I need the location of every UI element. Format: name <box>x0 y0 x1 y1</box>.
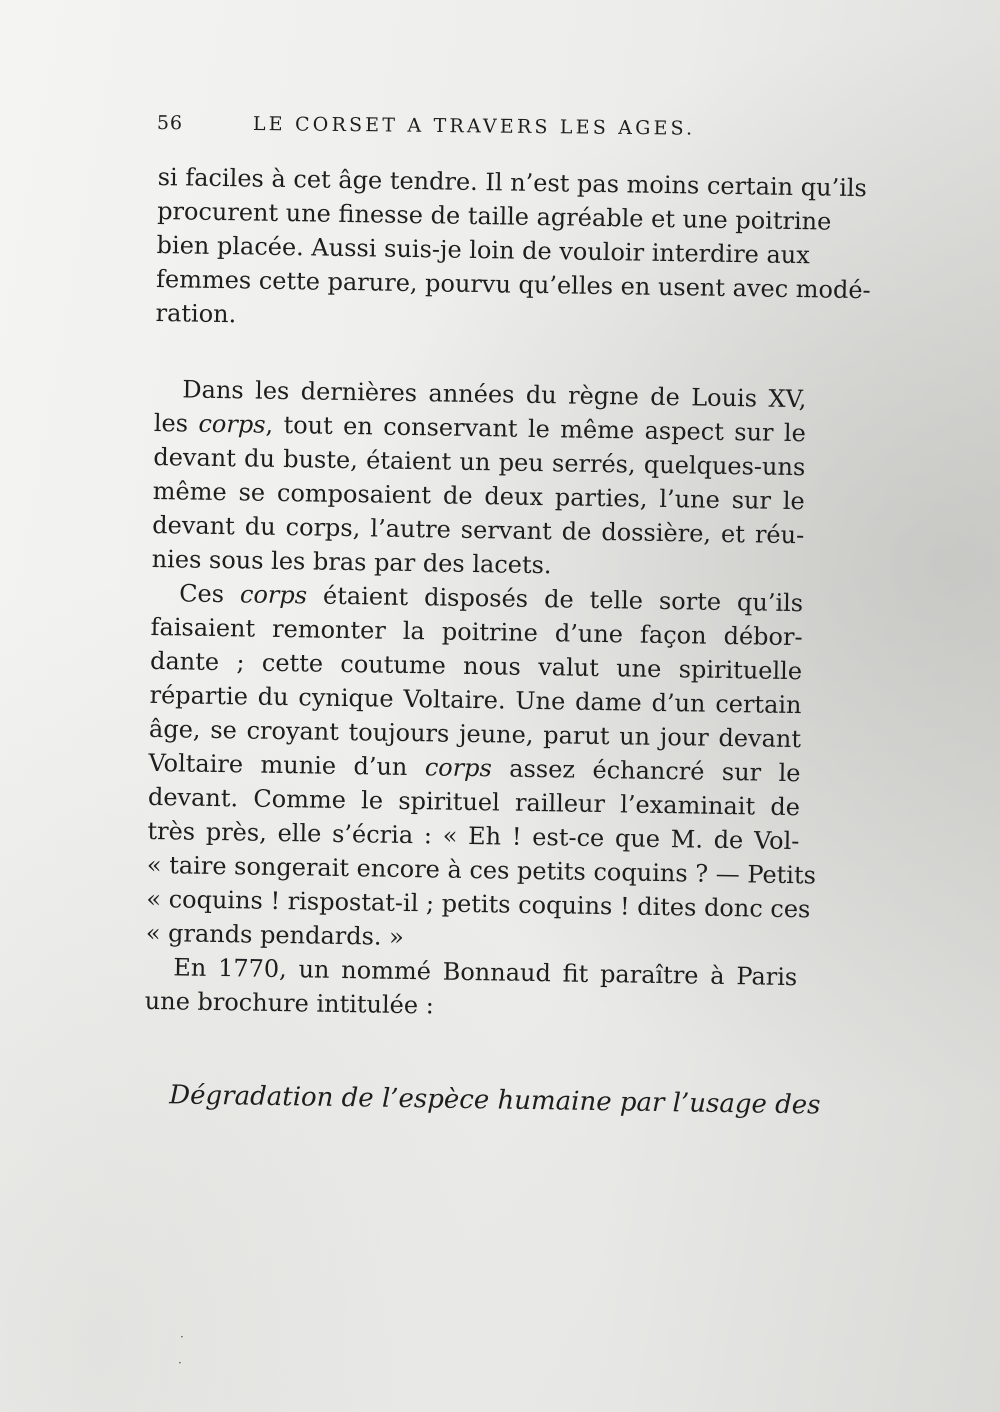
text-run: Voltaire munie d’un <box>148 748 426 782</box>
brochure-title: Dégradation de l’espèce humaine par l’usage des <box>169 1080 821 1121</box>
text-run: Ces <box>178 579 241 609</box>
page-number: 56 <box>156 112 184 135</box>
italic-word: corps <box>198 409 266 439</box>
text-run: , tout en conservant le même aspect sur le <box>265 410 807 448</box>
paragraph-3-line: « coquins ! rispostat-il ; petits coquins ! dites donc ces <box>146 884 811 924</box>
italic-word: corps <box>424 753 493 783</box>
paragraph-1-line: procurent une finesse de taille agréable et une poitrine <box>156 196 832 236</box>
paragraph-3-line: « taire songerait encore à ces petits coquins ? — Petits <box>146 850 817 890</box>
paragraph-3-line: « grands pendards. » <box>145 918 405 951</box>
paragraph-3-line: devant. Comme le spirituel railleur l’examinait de <box>147 782 801 822</box>
italic-word: corps <box>239 580 308 610</box>
paragraph-2-line: même se composaient de deux parties, l’une sur le <box>152 476 805 516</box>
paragraph-3-line: faisaient remonter la poitrine d’une façon débor- <box>150 612 803 652</box>
paragraph-1-line: bien placée. Aussi suis-je loin de vouloir interdire aux <box>156 230 811 270</box>
paper-speck: · <box>178 1356 182 1370</box>
paragraph-1-line: ration. <box>155 298 237 329</box>
paragraph-2-line: devant du buste, étaient un peu serrés, quelques-uns <box>153 442 806 482</box>
paragraph-2-line: Dans les dernières années du règne de Louis XV, <box>182 375 807 414</box>
paragraph-2-line: devant du corps, l’autre servant de dossière, et réu- <box>152 510 805 550</box>
paragraph-3-line: répartie du cynique Voltaire. Une dame d’un certain <box>149 680 802 720</box>
paragraph-2-line: nies sous les bras par des lacets. <box>151 544 552 580</box>
paragraph-3-line: dante ; cette coutume nous valut une spirituelle <box>149 646 803 686</box>
body-text <box>143 160 871 1122</box>
text-run: les <box>153 408 199 438</box>
paragraph-3-line: âge, se croyant toujours jeune, parut un jour devant <box>148 714 802 754</box>
paragraph-4-line: une brochure intitulée : <box>144 986 435 1020</box>
running-title: LE CORSET A TRAVERS LES AGES. <box>252 113 696 140</box>
paper-speck: · <box>180 1330 184 1344</box>
paragraph-1-line: si faciles à cet âge tendre. Il n’est pas moins certain qu’ils <box>157 162 868 203</box>
text-run: étaient disposés de telle sorte qu’ils <box>306 581 804 618</box>
paragraph-gap <box>144 1018 797 1088</box>
paragraph-3-line: très près, elle s’écria : « Eh ! est-ce que M. de Vol- <box>147 816 800 856</box>
text-run: assez échancré sur le <box>491 754 801 788</box>
paragraph-1-line: femmes cette parure, pourvu qu’elles en usent avec modé- <box>155 264 871 305</box>
paragraph-4-line: En 1770, un nommé Bonnaud fit paraître à Paris <box>173 953 798 992</box>
page-header <box>157 112 717 158</box>
